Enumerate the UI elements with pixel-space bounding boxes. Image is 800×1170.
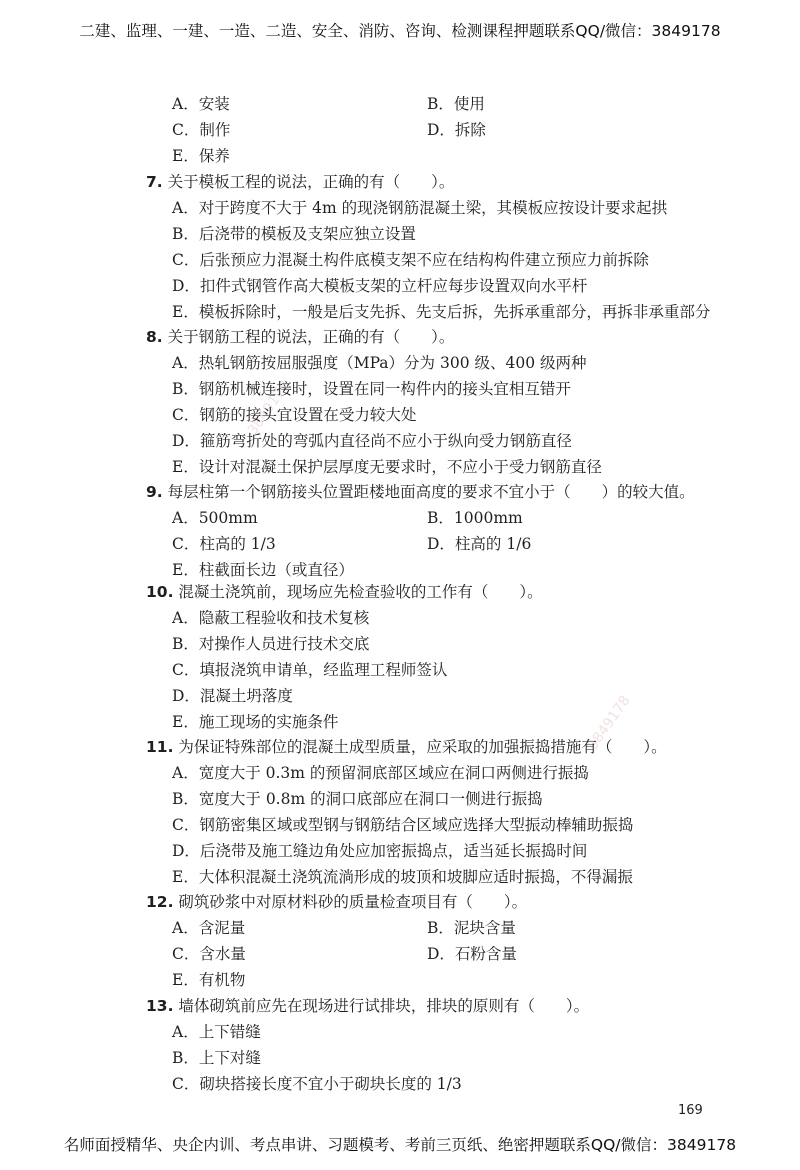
q12-option-c: C．含水量 — [172, 945, 246, 963]
q9-option-b: B．1000mm — [427, 509, 523, 527]
q6-option-d: D．拆除 — [427, 121, 486, 139]
q6-option-a: A．安装 — [172, 95, 230, 113]
q10-option-a: A．隐蔽工程验收和技术复核 — [172, 609, 370, 627]
q9-option-a: A．500mm — [172, 509, 258, 527]
q7-option-b: B．后浇带的模板及支架应独立设置 — [172, 225, 416, 243]
q12-option-e: E．有机物 — [172, 971, 246, 989]
question-13 — [146, 996, 589, 1016]
q11-option-e: E．大体积混凝土浇筑流淌形成的坡顶和坡脚应适时振捣，不得漏振 — [172, 868, 633, 886]
q12-option-a: A．含泥量 — [172, 919, 246, 937]
q11-option-b: B．宽度大于 0.8m 的洞口底部应在洞口一侧进行振捣 — [172, 790, 543, 808]
q6-option-c: C．制作 — [172, 121, 231, 139]
q12-option-d: D．石粉含量 — [427, 945, 517, 963]
question-number: 9. — [146, 483, 163, 501]
q7-option-a: A．对于跨度不大于 4m 的现浇钢筋混凝土梁，其模板应按设计要求起拱 — [172, 199, 668, 217]
q10-option-d: D．混凝土坍落度 — [172, 687, 293, 705]
question-11 — [146, 737, 667, 757]
q12-option-b: B．泥块含量 — [427, 919, 516, 937]
question-number: 13. — [146, 997, 174, 1015]
question-number: 10. — [146, 583, 174, 601]
q13-option-b: B．上下对缝 — [172, 1049, 261, 1067]
question-stem: 每层柱第一个钢筋接头位置距楼地面高度的要求不宜小于（ ）的较大值。 — [167, 483, 695, 501]
q9-option-e: E．柱截面长边（或直径） — [172, 561, 354, 579]
page-number: 169 — [678, 1103, 703, 1118]
q6-option-e: E．保养 — [172, 147, 230, 165]
question-7 — [146, 172, 454, 192]
q8-option-a: A．热轧钢筋按屈服强度（MPa）分为 300 级、400 级两种 — [172, 354, 587, 372]
question-stem: 砌筑砂浆中对原材料砂的质量检查项目有（ ）。 — [178, 893, 528, 911]
q8-option-b: B．钢筋机械连接时，设置在同一构件内的接头宜相互错开 — [172, 380, 571, 398]
q11-option-a: A．宽度大于 0.3m 的预留洞底部区域应在洞口两侧进行振捣 — [172, 764, 589, 782]
watermark: 3849178 — [584, 692, 634, 754]
question-stem: 混凝土浇筑前，现场应先检查验收的工作有（ ）。 — [178, 583, 543, 601]
q8-option-e: E．设计对混凝土保护层厚度无要求时，不应小于受力钢筋直径 — [172, 458, 602, 476]
header-banner: 二建、监理、一建、一造、二造、安全、消防、咨询、检测课程押题联系QQ/微信：3849178 — [79, 22, 721, 40]
q8-option-d: D．箍筋弯折处的弯弧内直径尚不应小于纵向受力钢筋直径 — [172, 432, 572, 450]
q10-option-b: B．对操作人员进行技术交底 — [172, 635, 370, 653]
question-9 — [146, 482, 695, 502]
question-stem: 关于模板工程的说法，正确的有（ ）。 — [167, 173, 455, 191]
q11-option-c: C．钢筋密集区域或型钢与钢筋结合区域应选择大型振动棒辅助振捣 — [172, 816, 634, 834]
question-number: 12. — [146, 893, 174, 911]
q10-option-c: C．填报浇筑申请单，经监理工程师签认 — [172, 661, 448, 679]
q9-option-d: D．柱高的 1/6 — [427, 535, 532, 553]
question-8 — [146, 327, 454, 347]
question-number: 7. — [146, 173, 163, 191]
q10-option-e: E．施工现场的实施条件 — [172, 713, 339, 731]
q7-option-c: C．后张预应力混凝土构件底模支架不应在结构构件建立预应力前拆除 — [172, 251, 649, 269]
watermark: 3849178 — [244, 377, 294, 439]
question-stem: 关于钢筋工程的说法，正确的有（ ）。 — [167, 328, 455, 346]
question-number: 8. — [146, 328, 163, 346]
q13-option-a: A．上下错缝 — [172, 1023, 261, 1041]
q11-option-d: D．后浇带及施工缝边角处应加密振捣点，适当延长振捣时间 — [172, 842, 588, 860]
question-stem: 为保证特殊部位的混凝土成型质量，应采取的加强振捣措施有（ ）。 — [178, 738, 667, 756]
question-12 — [146, 892, 527, 912]
q8-option-c: C．钢筋的接头宜设置在受力较大处 — [172, 406, 417, 424]
question-stem: 墙体砌筑前应先在现场进行试排块，排块的原则有（ ）。 — [178, 997, 590, 1015]
q9-option-c: C．柱高的 1/3 — [172, 535, 276, 553]
q6-option-b: B．使用 — [427, 95, 485, 113]
footer-banner: 名师面授精华、央企内训、考点串讲、习题模考、考前三页纸、绝密押题联系QQ/微信：3849178 — [63, 1136, 737, 1154]
q7-option-e: E．模板拆除时，一般是后支先拆、先支后拆，先拆承重部分，再拆非承重部分 — [172, 303, 711, 321]
question-number: 11. — [146, 738, 174, 756]
q7-option-d: D．扣件式钢管作高大模板支架的立杆应每步设置双向水平杆 — [172, 277, 588, 295]
question-10 — [146, 582, 543, 602]
q13-option-c: C．砌块搭接长度不宜小于砌块长度的 1/3 — [172, 1075, 462, 1093]
